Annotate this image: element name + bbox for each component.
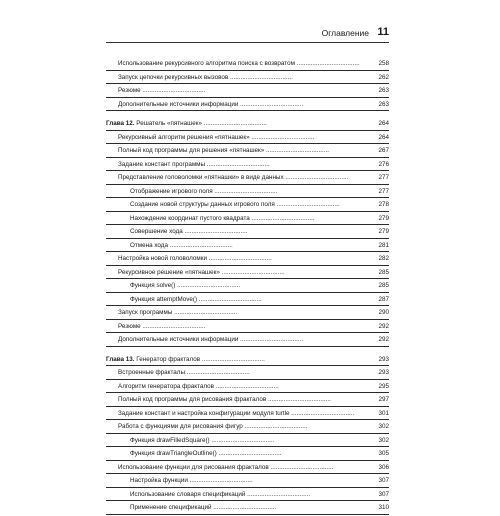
toc-page-number: 281: [378, 241, 389, 249]
entry-text: Нахождение координат пустого квадрата ....................................: [130, 214, 315, 222]
toc-entry-title: [118, 464, 333, 471]
toc-page-number: 301: [378, 409, 389, 417]
toc-entry-title: [130, 450, 282, 457]
entry-text: Использование рекурсивного алгоритма поиска с возвратом ....................................: [118, 60, 360, 67]
toc-entry-title: [130, 242, 233, 249]
entry-text: Дополнительные источники информации ....................................: [118, 100, 304, 108]
toc-entry[interactable]: [106, 85, 389, 98]
toc-page-number: 290: [378, 309, 389, 316]
entry-text: Резюме ....................................: [118, 87, 206, 94]
entry-text: Отмена хода ....................................: [130, 241, 233, 249]
toc-entry[interactable]: [106, 99, 389, 112]
running-title: Оглавление: [321, 28, 369, 38]
entry-text: Функция solve() ....................................: [130, 282, 241, 289]
toc-entry[interactable]: [106, 186, 389, 199]
toc-page-number: 279: [378, 228, 389, 235]
toc-entry[interactable]: [106, 367, 389, 380]
toc-entry-title: [118, 396, 331, 403]
toc-entry-title: [106, 120, 267, 127]
entry-text: Работа с функциями для рисования фигур ....................................: [118, 423, 308, 430]
toc-entry[interactable]: [106, 267, 389, 280]
toc-page-number: 293: [378, 369, 389, 376]
toc-page-number: 305: [378, 450, 389, 457]
entry-text: Полный код программы для решения «пятнашек» ....................................: [118, 147, 330, 154]
toc-entry-title: [118, 101, 303, 108]
toc-page-number: 264: [378, 120, 389, 127]
toc-page-number: 287: [378, 295, 389, 303]
toc-entry-title: [118, 383, 279, 390]
toc-entry-title: [130, 491, 310, 498]
toc-entry[interactable]: [106, 489, 389, 502]
toc-page-number: 262: [378, 73, 389, 81]
toc-entry[interactable]: [106, 421, 389, 434]
toc-entry-title: [130, 215, 315, 222]
toc-entry[interactable]: [106, 58, 389, 71]
toc-page-number: 307: [378, 477, 389, 484]
toc-page-number: 297: [378, 396, 389, 403]
toc-entry[interactable]: [106, 172, 389, 185]
toc-entry[interactable]: [106, 240, 389, 253]
entry-text: Представление головоломки «пятнашки» в виде данных ....................................: [118, 174, 349, 181]
toc-page-number: 292: [378, 336, 389, 343]
toc-entry-title: [130, 201, 340, 208]
toc-entry-title: [118, 336, 303, 343]
toc-entry-title: [118, 74, 293, 81]
entry-text: Использование словаря спецификаций ....................................: [130, 490, 311, 498]
entry-text: Функция attemptMove() ....................................: [130, 295, 262, 303]
toc-page-number: 302: [378, 423, 389, 430]
toc-page-number: 277: [378, 187, 389, 195]
toc-entry-title: [118, 323, 205, 330]
toc-page-number: 285: [378, 282, 389, 289]
entry-text: Задание констант программы ....................................: [118, 160, 270, 168]
toc-page-number: 279: [378, 214, 389, 222]
entry-text: Рекурсивное решение «пятнашек» ....................................: [118, 268, 285, 276]
toc-page-number: 276: [378, 160, 389, 168]
entry-text: Задание констант и настройка конфигурации модуля turtle ....................................: [118, 409, 355, 417]
toc-entry[interactable]: [106, 132, 389, 145]
toc-entry-title: [130, 282, 240, 289]
toc-entry-title: [118, 87, 205, 94]
toc-entry-title: [118, 309, 237, 316]
page-header: [106, 26, 389, 44]
chapter-number: Глава 12.: [106, 120, 135, 127]
toc-entry[interactable]: [106, 226, 389, 239]
entry-text: Функция drawFilledSquare() ....................................: [130, 436, 275, 444]
toc-entry-title: [118, 174, 348, 181]
entry-text: Совершение хода ....................................: [130, 228, 248, 235]
toc-entry[interactable]: [106, 462, 389, 475]
entry-text: Резюме ....................................: [118, 322, 206, 330]
toc-entry[interactable]: [106, 435, 389, 448]
toc-page-number: 258: [378, 60, 389, 67]
entry-text: Отображение игрового поля ....................................: [130, 187, 278, 195]
toc-entry[interactable]: [106, 475, 389, 488]
entry-text: Полный код программы для рисования фракталов ....................................: [118, 396, 331, 403]
toc-page-number: 293: [378, 355, 389, 363]
toc-entry[interactable]: [106, 448, 389, 461]
toc-entry-title: [118, 161, 270, 168]
entry-text: Алгоритм генератора фракталов ....................................: [118, 382, 279, 390]
toc-page-number: 285: [378, 268, 389, 276]
toc-page-number: 264: [378, 133, 389, 141]
entry-text: Дополнительные источники информации ....................................: [118, 336, 304, 343]
toc-page-number: 267: [378, 147, 389, 154]
toc-entry[interactable]: [106, 408, 389, 421]
toc-entry[interactable]: [106, 321, 389, 334]
toc-page-number: 282: [378, 255, 389, 262]
toc-entry-title: [118, 60, 360, 67]
toc-entry-title: [106, 356, 265, 363]
chapter-number: Глава 13.: [106, 355, 135, 363]
toc-chapter-entry[interactable]: [106, 118, 389, 131]
toc-page-number: 292: [378, 322, 389, 330]
entry-text: Настройка функции ....................................: [130, 477, 253, 484]
toc-entry-title: [118, 410, 354, 417]
toc-entry[interactable]: [106, 280, 389, 293]
toc-entry[interactable]: [106, 159, 389, 172]
entry-text: Функция drawTriangleOutline() ....................................: [130, 450, 282, 457]
toc-page-number: 263: [378, 87, 389, 94]
toc-page-number: 278: [378, 201, 389, 208]
entry-text: Рекурсивный алгоритм решения «пятнашек» ....................................: [118, 133, 315, 141]
header-rule: [106, 42, 389, 43]
toc-entry-title: [130, 228, 247, 235]
toc-page-number: 302: [378, 436, 389, 444]
toc-entry-title: [118, 255, 272, 262]
entry-text: Решатель «пятнашек» ....................................: [134, 120, 267, 127]
toc-page-number: 306: [378, 463, 389, 471]
toc-entry-title: [130, 477, 253, 484]
toc-entry-title: [130, 296, 262, 303]
toc-page-number: 263: [378, 100, 389, 108]
toc-entry[interactable]: [106, 381, 389, 394]
toc-entry[interactable]: [106, 253, 389, 266]
toc-entry-title: [118, 134, 314, 141]
toc-entry-title: [118, 147, 329, 154]
table-of-contents: [106, 58, 389, 516]
toc-chapter-entry[interactable]: [106, 354, 389, 367]
toc-entry[interactable]: [106, 334, 389, 347]
toc-entry-title: [118, 423, 308, 430]
toc-entry[interactable]: [106, 199, 389, 212]
toc-entry[interactable]: [106, 213, 389, 226]
toc-entry[interactable]: [106, 394, 389, 407]
toc-entry[interactable]: [106, 294, 389, 307]
toc-entry-title: [118, 369, 250, 376]
entry-text: Использование функции для рисования фракталов ....................................: [118, 463, 334, 471]
entry-text: Создание новой структуры данных игрового поля ....................................: [130, 201, 340, 208]
toc-entry[interactable]: [106, 72, 389, 85]
toc-entry-title: [130, 437, 274, 444]
toc-entry-title: [130, 504, 276, 511]
toc-entry[interactable]: [106, 307, 389, 320]
entry-text: Настройка новой головоломки ....................................: [118, 255, 272, 262]
toc-page-number: 277: [378, 174, 389, 181]
entry-text: Встроенные фракталы ....................................: [118, 369, 250, 376]
toc-entry[interactable]: [106, 145, 389, 158]
entry-text: Запуск цепочки рекурсивных вызовов ....................................: [118, 73, 293, 81]
toc-entry-title: [130, 188, 277, 195]
toc-page-number: 310: [378, 504, 389, 511]
toc-page-number: 295: [378, 382, 389, 390]
toc-page-number: 307: [378, 490, 389, 498]
entry-text: Запуск программы ....................................: [118, 309, 238, 316]
entry-text: Генератор фракталов ....................................: [134, 355, 265, 363]
page-number: 11: [377, 26, 389, 38]
entry-text: Применение спецификаций ....................................: [130, 504, 277, 511]
toc-entry[interactable]: [106, 502, 389, 515]
toc-entry-title: [118, 269, 285, 276]
